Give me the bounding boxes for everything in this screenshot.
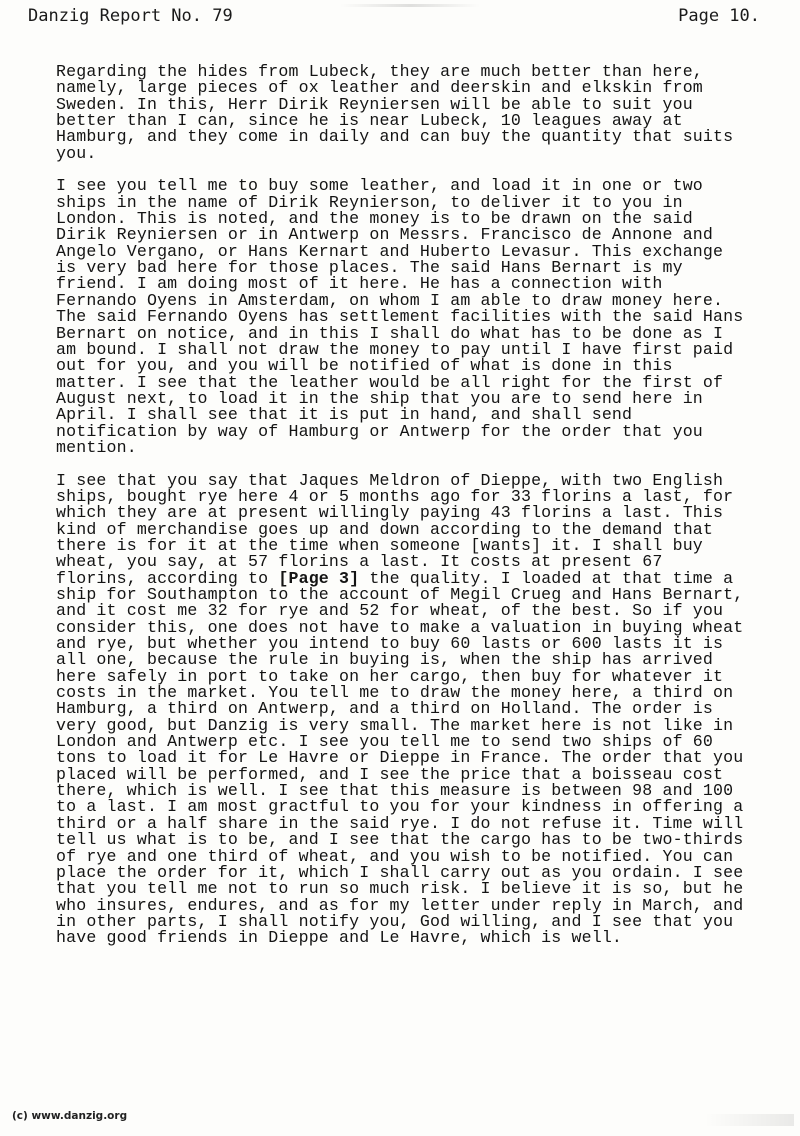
page-header <box>28 6 760 28</box>
report-title: Danzig Report No. 79 <box>28 6 233 26</box>
page-marker: [Page 3] <box>278 568 360 588</box>
paragraph-leather: I see you tell me to buy some leather, and load it in one or two ships in the name of Dirik Reynierson, to deliver it to you in London. This is noted, and the money is to be drawn on the said Dirik Reyniersen or in Antwerp on Messrs. Francisco de Annone and Angelo Vergano, or Hans Kernart and Huberto Levasur. This exchange is very bad here for those places. The said Hans Bernart is my friend. I am doing most of it here. He has a connection with Fernando Oyens in Amsterdam, on whom I am able to draw money here. The said Fernando Oyens has settlement facilities with the said Hans Bernart on notice, and in this I shall do what has to be done as I am bound. I shall not draw the money to pay until I have first paid out for you, and you will be notified of what is done in this matter. I see that the leather would be all right for the first of August next, to load it in the ship that you are to send here in April. I shall see that it is put in hand, and shall send notification by way of Hamburg or Antwerp for the order that you mention. <box>56 176 744 457</box>
scan-artifact-corner <box>704 1114 794 1126</box>
copyright-footer: (c) www.danzig.org <box>12 1110 128 1122</box>
paragraph-hides: Regarding the hides from Lubeck, they are much better than here, namely, large pieces of ox leather and deerskin and elkskin from Sweden. In this, Herr Dirik Reyniersen will be able to suit you better than I can, since he is near Lubeck, 10 leagues away at Hamburg, and they come in daily and can buy the quantity that suits you. <box>56 62 734 163</box>
paragraph-text-before: I see that you say that Jaques Meldron of Dieppe, with two English ships, bought rye here 4 or 5 months ago for 33 florins a last, for which they are at present willingly paying 43 florins a last. This kind of merchandise goes up and down according to the demand that there is for it at the time when someone [wants] it. I shall buy wheat, you say, at 57 florins a last. It costs at present 67 florins, according to <box>56 470 734 588</box>
paragraph-text-after: the quality. I loaded at that time a ship for Southampton to the account of Megil Crueg and Hans Bernart, and it cost me 32 for rye and 52 for wheat, of the best. So if you consider this, one does not have to make a valuation in buying wheat and rye, but whether you intend to buy 60 lasts or 600 lasts it is all one, because the rule in buying is, when the ship has arrived here safely in port to take on her cargo, then buy for whatever it costs in the market. You tell me to draw the money here, a third on Hamburg, a third on Antwerp, and a third on Holland. The order is very good, but Danzig is very small. The market here is not like in London and Antwerp etc. I see you tell me to send two ships of 60 tons to load it for Le Havre or Dieppe in France. The order that you placed will be performed, and I see the price that a boisseau cost there, which is well. I see that this measure is between 98 and 100 to a last. I am most gractful to you for your kindness in offering a third or a half share in the said rye. I do not refuse it. Time will tell us what is to be, and I see that the cargo has to be two-thirds of rye and one third of wheat, and you wish to be notified. You can place the order for it, which I shall carry out as you ordain. I see that you tell me not to run so much risk. I believe it is so, but he who insures, endures, and as for my letter under reply in March, and in other parts, I shall notify you, God willing, and I see that you have good friends in Dieppe and Le Havre, which is well. <box>56 568 744 948</box>
document-body <box>56 64 746 963</box>
paragraph-rye-wheat <box>56 470 746 948</box>
page-number: Page 10. <box>678 6 760 26</box>
